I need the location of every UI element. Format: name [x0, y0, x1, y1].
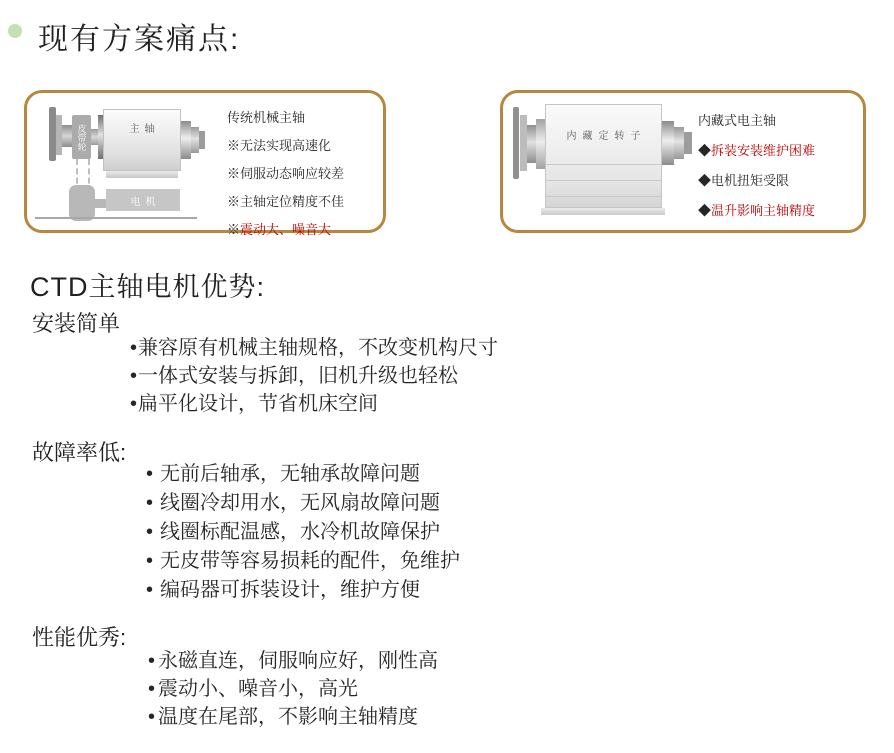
adv-bullet-text: 震动小、噪音小，高光 — [158, 678, 359, 700]
advantage-section-install — [0, 307, 894, 418]
advantages-heading: CTD主轴电机优势: — [30, 272, 265, 302]
motor-body-shape — [545, 104, 662, 208]
bullet-icon: • — [146, 521, 154, 543]
shaft-step-shape — [536, 119, 545, 169]
adv-bullet-text: 一体式安装与拆卸，旧机升级也轻松 — [138, 365, 459, 387]
bullet-icon: • — [148, 678, 156, 700]
pain-marker-icon: ◆ — [698, 203, 712, 218]
adv-label-performance: 性能优秀: — [32, 625, 127, 650]
motor-connector-shape — [95, 199, 106, 208]
pain-item-text: 震动大、噪音大 — [240, 222, 332, 237]
bullet-icon: • — [146, 579, 154, 601]
nose-cone-shape — [662, 121, 674, 165]
bullet-icon: • — [130, 365, 138, 387]
nose-cone-shape — [191, 127, 199, 153]
pain-text-traditional — [225, 99, 375, 237]
pain-item-text: 拆装安装维护困难 — [711, 143, 816, 158]
nose-cone-shape — [684, 132, 692, 154]
bullet-icon: • — [130, 337, 138, 359]
advantage-section-failure — [0, 436, 894, 605]
adv-bullet-text: 扁平化设计，节省机床空间 — [138, 393, 379, 415]
pain-marker-icon: ※ — [227, 194, 241, 209]
ground-line — [35, 217, 197, 219]
adv-bullet-text: 编码器可拆装设计，维护方便 — [160, 579, 421, 601]
adv-list-performance — [0, 621, 894, 731]
bullet-icon: • — [146, 550, 154, 572]
adv-label-failure: 故障率低: — [32, 440, 127, 465]
rotor-label: 内藏定转子 — [566, 131, 647, 142]
pulley-label: 皮带轮 — [72, 115, 91, 159]
pulley-hub-shape — [62, 125, 72, 147]
nose-cone-shape — [181, 121, 191, 159]
pain-item-text: 伺服动态响应较差 — [240, 166, 345, 181]
pain-marker-icon: ※ — [227, 166, 241, 181]
pain-item — [227, 132, 375, 160]
adv-list-install — [0, 307, 894, 418]
pain-item-text: 电机扭矩受限 — [711, 173, 790, 188]
pain-item-text: 无法实现高速化 — [240, 138, 332, 153]
adv-bullet-item — [148, 675, 894, 703]
flange-disc-shape — [513, 107, 519, 179]
spindle-body-shape — [103, 109, 181, 171]
motor-label: 电机 — [106, 189, 180, 211]
motor-base-shape — [541, 208, 665, 215]
adv-label-install: 安装简单 — [32, 311, 121, 336]
pain-box-traditional — [24, 90, 386, 237]
adv-bullet-item — [146, 489, 894, 518]
adv-bullet-item — [148, 647, 894, 675]
pain-box-heading: 内藏式电主轴 — [698, 113, 777, 128]
pain-marker-icon: ◆ — [698, 143, 712, 158]
adv-bullet-item — [146, 576, 894, 605]
bullet-icon: • — [146, 492, 154, 514]
pain-item — [227, 216, 375, 244]
bullet-dot-icon — [8, 24, 22, 38]
pain-marker-icon: ※ — [227, 222, 241, 237]
advantage-section-performance — [0, 621, 894, 731]
bullet-icon: • — [148, 650, 156, 672]
pulley-disc-shape — [49, 107, 56, 161]
adv-bullet-text: 永磁直连，伺服响应好，刚性高 — [158, 650, 439, 672]
adv-bullet-item — [146, 460, 894, 489]
builtin-spindle-diagram — [511, 99, 696, 224]
pain-item — [698, 166, 855, 196]
bullet-icon: • — [148, 706, 156, 728]
adv-bullet-text: 无前后轴承，无轴承故障问题 — [160, 463, 421, 485]
adv-list-failure — [0, 436, 894, 605]
traditional-spindle-diagram — [35, 99, 225, 224]
nose-cone-shape — [674, 127, 684, 159]
adv-bullet-item — [148, 703, 894, 731]
pain-box-heading: 传统机械主轴 — [227, 110, 306, 125]
adv-bullet-text: 线圈冷却用水，无风扇故障问题 — [160, 492, 441, 514]
adv-bullet-text: 温度在尾部，不影响主轴精度 — [158, 706, 419, 728]
pain-item — [227, 160, 375, 188]
title-row — [0, 0, 894, 58]
pain-boxes-row — [24, 90, 866, 237]
bullet-icon: • — [146, 463, 154, 485]
pain-item — [698, 136, 855, 166]
pain-text-builtin — [696, 99, 855, 224]
adv-bullet-item — [146, 518, 894, 547]
spindle-label: 主轴 — [129, 124, 160, 135]
body-stripes — [546, 149, 661, 201]
motor-block-shape — [69, 185, 95, 221]
pain-item — [227, 188, 375, 216]
adv-bullet-item — [130, 390, 894, 418]
page-title: 现有方案痛点: — [38, 23, 241, 56]
adv-bullet-text: 无皮带等容易损耗的配件，免维护 — [160, 550, 461, 572]
nose-cone-shape — [199, 131, 205, 149]
adv-bullet-text: 兼容原有机械主轴规格，不改变机构尺寸 — [138, 337, 499, 359]
spindle-base-shape — [106, 171, 178, 178]
adv-bullet-text: 线圈标配温感，水冷机故障保护 — [160, 521, 441, 543]
pain-item-text: 主轴定位精度不佳 — [240, 194, 345, 209]
pain-marker-icon: ◆ — [698, 173, 712, 188]
shaft-step-shape — [527, 125, 536, 163]
adv-bullet-item — [146, 547, 894, 576]
adv-bullet-item — [130, 334, 894, 362]
pain-box-builtin — [500, 90, 866, 233]
pain-marker-icon: ※ — [227, 138, 241, 153]
bullet-icon: • — [130, 393, 138, 415]
flange-disc-shape — [520, 115, 527, 171]
pain-item-text: 温升影响主轴精度 — [711, 203, 816, 218]
adv-bullet-item — [130, 362, 894, 390]
pain-item — [698, 196, 855, 226]
